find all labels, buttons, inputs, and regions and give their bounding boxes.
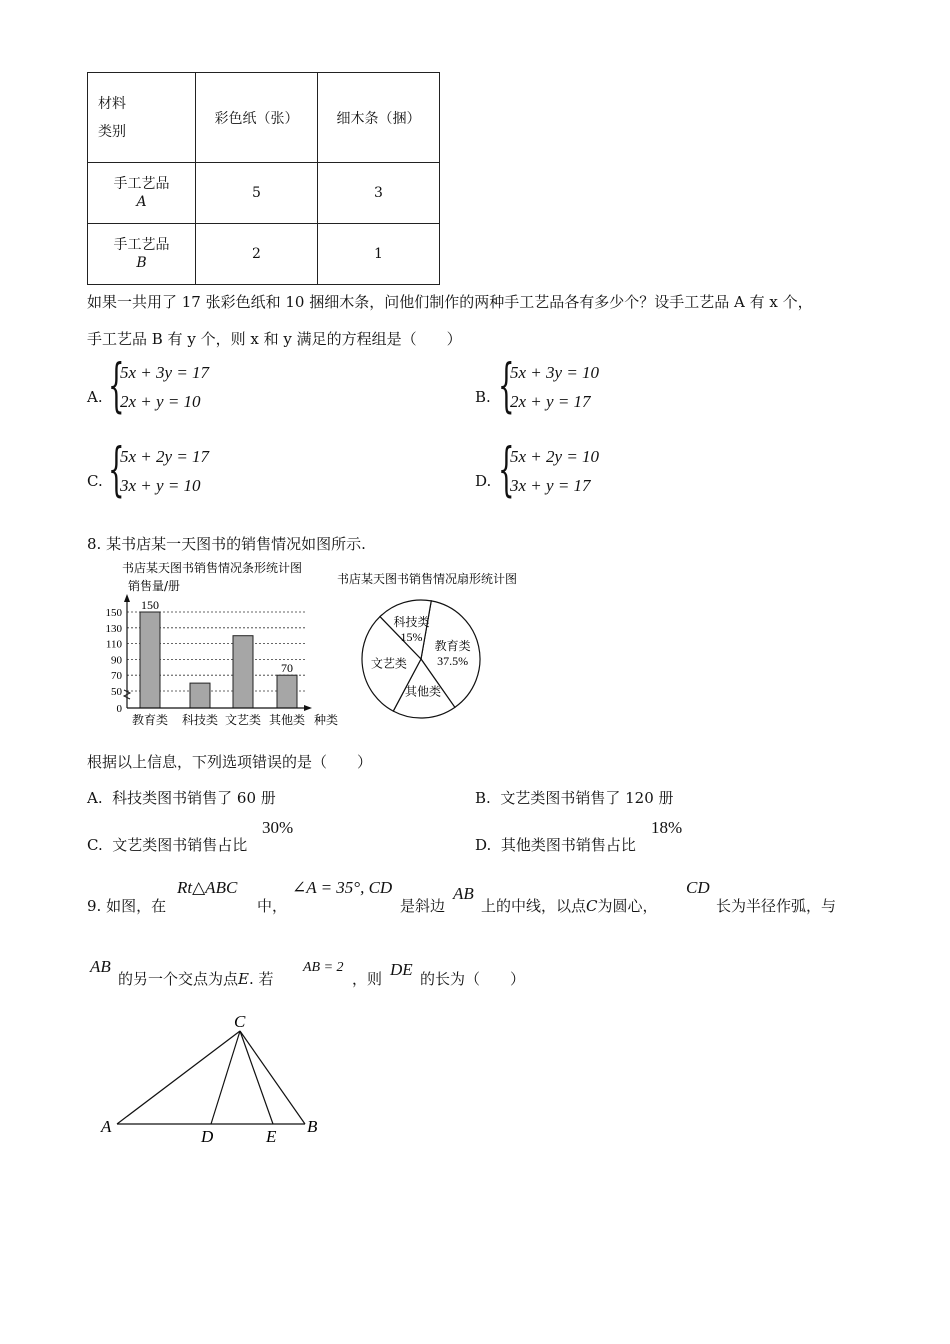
q8-option-a[interactable] — [87, 787, 276, 808]
y-tick-label: 90 — [111, 654, 122, 667]
label-c: C — [234, 1012, 246, 1031]
pie-slice-label: 文艺类 — [370, 656, 407, 671]
equation: 5x + 3y = 17 — [120, 363, 210, 382]
q9-text: 长为半径作弧，与 — [716, 897, 837, 915]
table-col-paper: 彩色纸（张） — [196, 73, 318, 163]
q9-text: 中， — [257, 897, 288, 915]
q7-option-c-letter[interactable]: C. — [87, 472, 103, 490]
q9-text-part: . 若 — [248, 970, 274, 988]
brace-icon: { — [108, 435, 125, 503]
option-text: 科技类图书销售了 60 册 — [112, 789, 276, 807]
q9-math-ab2: AB — [90, 957, 111, 976]
equation: 2x + y = 17 — [510, 392, 591, 411]
y-axis-arrow-icon — [124, 594, 130, 602]
table-row — [88, 224, 440, 285]
table-cell: 3 — [318, 163, 440, 224]
bar-category-label: 科技类 — [181, 713, 219, 727]
triangle-figure — [95, 1008, 335, 1153]
bar-category-label: 教育类 — [131, 713, 169, 727]
option-text: 文艺类图书销售了 120 册 — [500, 789, 674, 807]
option-letter: C. — [87, 836, 103, 854]
header-line2: 类别 — [98, 123, 126, 140]
label-d: D — [201, 1127, 214, 1146]
q8-option-c-math: 30% — [262, 818, 294, 837]
bar-chart-xlabel: 种类 — [314, 713, 339, 727]
q9-text-part: 的另一个交点为点 — [118, 970, 239, 988]
q7-option-d-letter[interactable]: D. — [475, 472, 492, 490]
pie-slice-label: 教育类 — [434, 638, 471, 653]
option-letter: D. — [475, 836, 492, 854]
row-sub: A — [136, 194, 147, 210]
q7-option-a-letter[interactable]: A. — [87, 388, 103, 406]
pie-chart-title: 书店某天图书销售情况扇形统计图 — [337, 572, 518, 586]
segment-cb — [240, 1031, 305, 1124]
equation: 5x + 3y = 10 — [510, 363, 600, 382]
equation: 3x + y = 17 — [510, 476, 591, 495]
q9-text-part: 上的中线，以点 — [481, 897, 587, 915]
q7-option-c-system[interactable] — [120, 442, 209, 500]
bar-data-label: 70 — [281, 661, 293, 676]
pie-slice-pct-label: 15% — [400, 629, 423, 644]
brace-icon: { — [498, 435, 515, 503]
table-header-corner — [88, 73, 196, 163]
q9-math-triangle: Rt△ABC — [177, 878, 238, 897]
q9-text — [118, 968, 274, 989]
option-letter: B. — [475, 789, 491, 807]
option-letter: A. — [87, 789, 103, 807]
y-tick-label: 50 — [111, 686, 122, 698]
row-label: 手工艺品 — [113, 237, 170, 253]
bar-category-label: 文艺类 — [224, 713, 262, 727]
option-text: 文艺类图书销售占比 — [112, 836, 248, 854]
y-tick-label: 70 — [111, 670, 122, 683]
q9-text: 的长为（ ） — [420, 970, 526, 988]
q9-math-arc-de: DE — [390, 960, 413, 979]
axis-break-icon — [124, 690, 130, 699]
bar — [140, 612, 160, 708]
bar-chart-title: 书店某天图书销售情况条形统计图 — [122, 561, 303, 575]
q9-text: ，则 — [352, 970, 383, 988]
equation: 2x + y = 10 — [120, 392, 201, 411]
bar — [233, 636, 253, 708]
row-sub: B — [136, 255, 147, 271]
q9-math-cd: CD — [686, 878, 710, 897]
row-label: 手工艺品 — [113, 176, 170, 192]
bar — [190, 683, 210, 708]
option-text: 其他类图书销售占比 — [500, 836, 636, 854]
pie-slice-pct-label: 37.5% — [437, 653, 469, 668]
brace-icon: { — [108, 351, 125, 419]
table-cell: 5 — [196, 163, 318, 224]
q8-question: 根据以上信息，下列选项错误的是（ ） — [87, 753, 373, 771]
pie-chart — [335, 568, 545, 728]
q7-option-b-system[interactable] — [510, 358, 599, 416]
q8-option-d-math: 18% — [651, 818, 683, 837]
q9-point-c: C — [586, 897, 598, 915]
q9-text: 是斜边 — [400, 897, 446, 915]
q9-text-part: 为圆心， — [597, 897, 658, 915]
bar-chart-ylabel: 销售量/册 — [128, 579, 181, 593]
label-e: E — [266, 1127, 277, 1146]
q7-stem-line2: 手工艺品 B 有 y 个，则 x 和 y 满足的方程组是（ ） — [87, 330, 462, 348]
q9-math-ab: AB — [453, 884, 474, 903]
bar-category-label: 其他类 — [268, 713, 306, 727]
table-col-sticks: 细木条（捆） — [318, 73, 440, 163]
q9-num: 9. 如图，在 — [87, 897, 167, 915]
pie-slice-label: 科技类 — [393, 614, 430, 629]
q9-point-e: E — [238, 970, 249, 988]
q9-math-angle: ∠A = 35°, CD — [292, 878, 393, 897]
q7-stem-line1: 如果一共用了 17 张彩色纸和 10 捆细木条，问他们制作的两种手工艺品各有多少个？设手工艺品 A 有 x 个， — [87, 293, 813, 311]
brace-icon: { — [498, 351, 515, 419]
segment-cd — [211, 1031, 240, 1124]
table-cell: 1 — [318, 224, 440, 285]
segment-ac — [117, 1031, 240, 1124]
x-axis-arrow-icon — [304, 705, 312, 711]
equation: 3x + y = 10 — [120, 476, 201, 495]
q8-option-b[interactable] — [475, 787, 674, 808]
label-a: A — [101, 1117, 112, 1136]
bar-chart — [90, 558, 350, 730]
header-line1: 材料 — [98, 95, 126, 112]
table-row — [88, 163, 440, 224]
bar — [277, 675, 297, 708]
segment-ce — [240, 1031, 273, 1124]
q7-option-d-system[interactable] — [510, 442, 599, 500]
materials-table — [87, 72, 440, 285]
y-tick-label: 110 — [105, 638, 122, 651]
bar-data-label: 150 — [141, 598, 159, 612]
y-tick-label: 130 — [105, 622, 122, 635]
q7-option-a-system[interactable] — [120, 358, 209, 416]
q8-stem: 8. 某书店某一天图书的销售情况如图所示. — [87, 535, 366, 553]
equation: 5x + 2y = 10 — [510, 447, 600, 466]
equation: 5x + 2y = 17 — [120, 447, 210, 466]
pie-slice-label: 其他类 — [404, 684, 441, 699]
q8-option-c[interactable] — [87, 834, 247, 855]
q7-option-b-letter[interactable]: B. — [475, 388, 491, 406]
table-cell: 2 — [196, 224, 318, 285]
q9-math-ab-eq: AB = 2 — [303, 960, 344, 975]
label-b: B — [307, 1117, 318, 1136]
y-tick-label: 150 — [105, 607, 122, 619]
q9-text — [481, 895, 658, 916]
q8-option-d[interactable] — [475, 834, 636, 855]
y-tick-label: 0 — [116, 703, 122, 715]
